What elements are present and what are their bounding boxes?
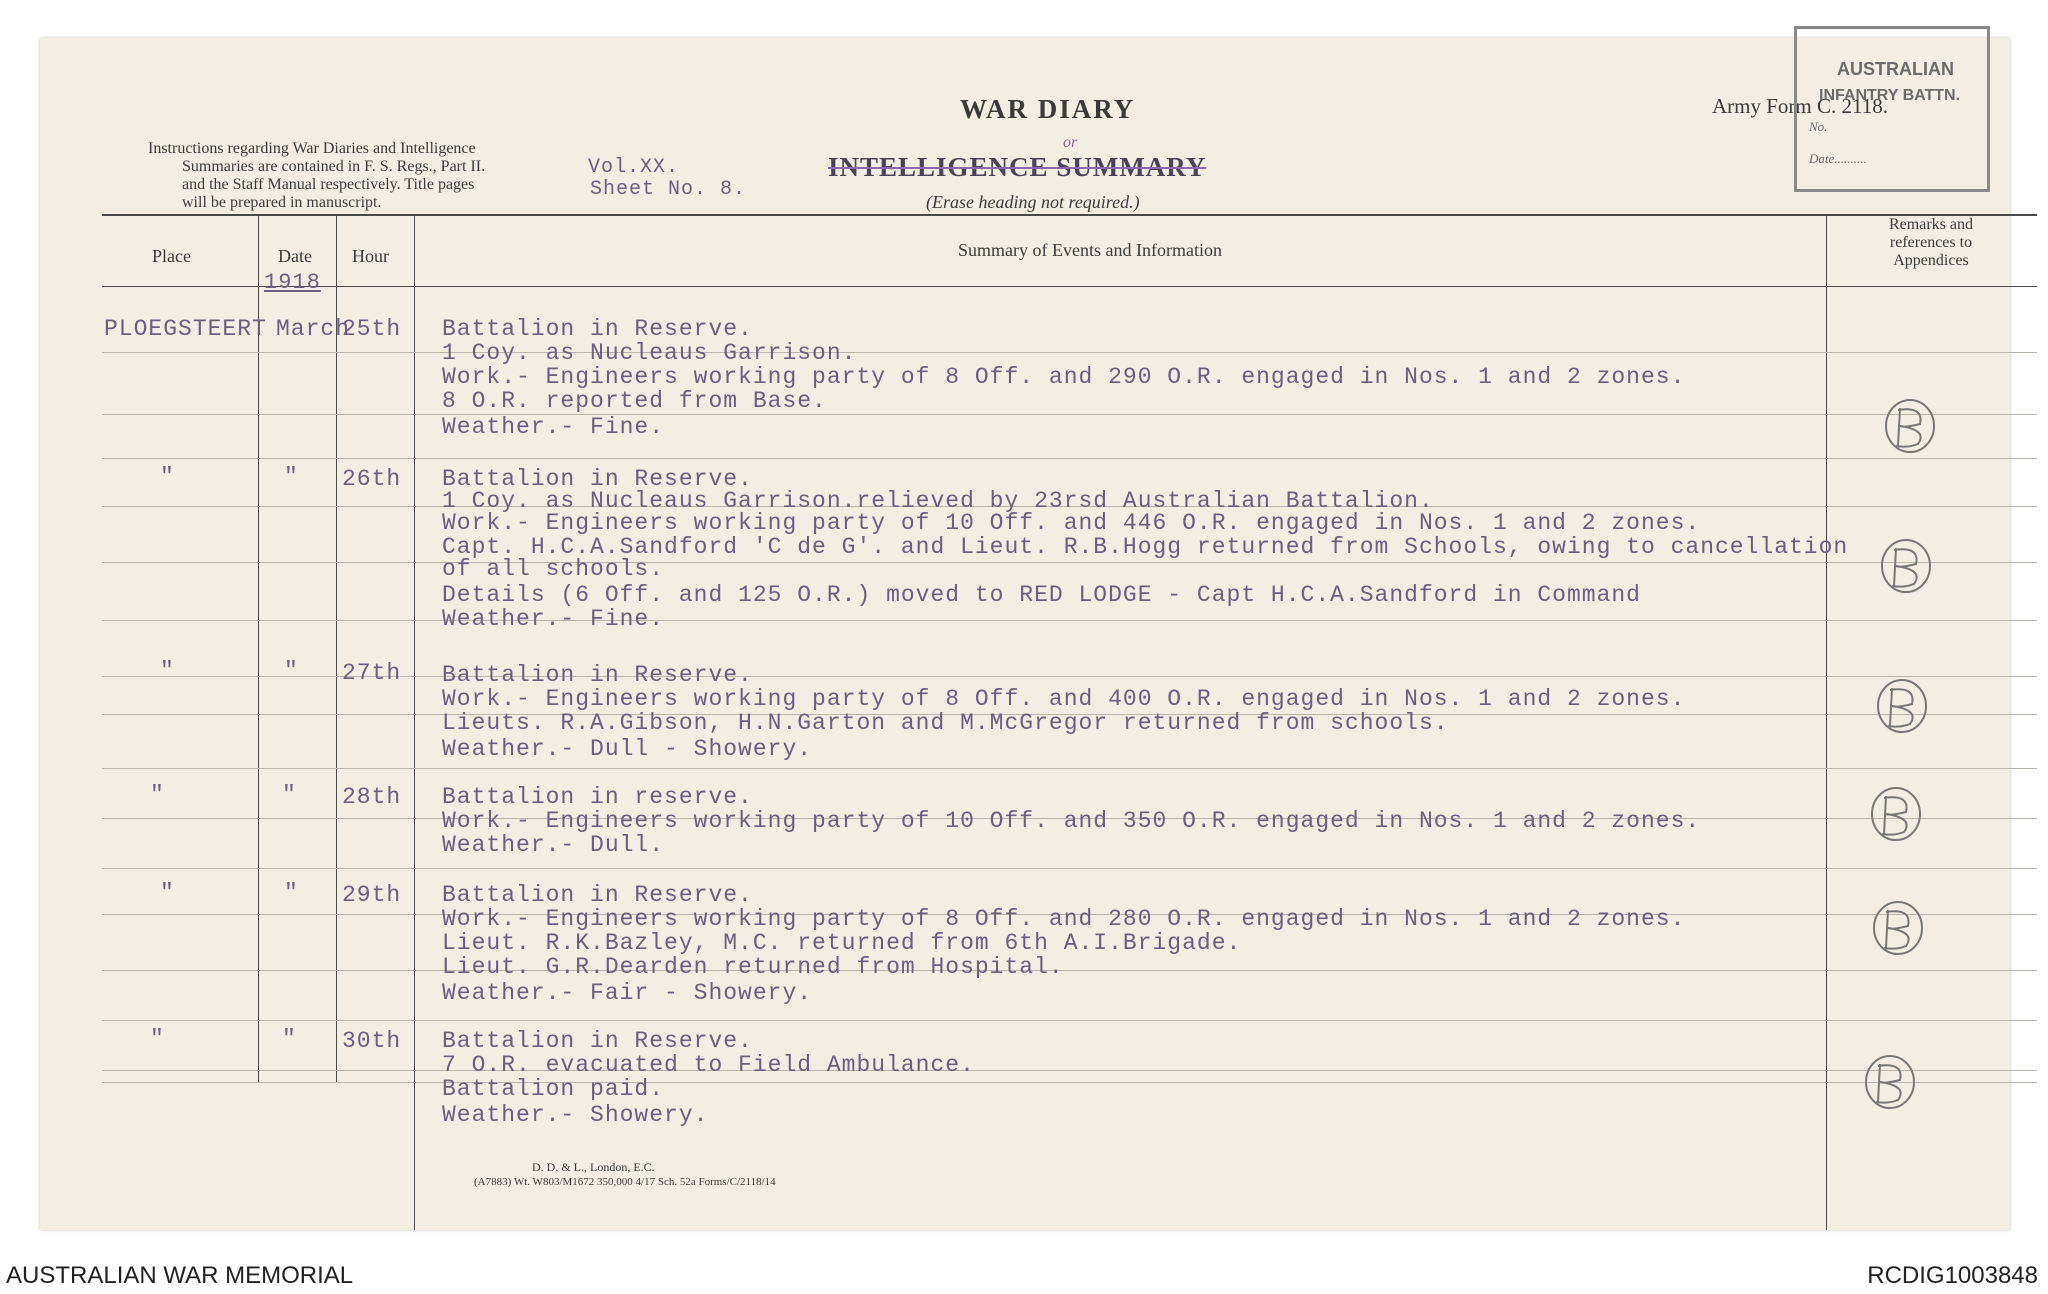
entry-line: 7 O.R. evacuated to Field Ambulance.: [442, 1052, 975, 1078]
header-rule: [102, 286, 2037, 287]
entry-date: ": [284, 880, 299, 906]
col-header-summary: Summary of Events and Information: [958, 240, 1222, 260]
entry-line: Capt. H.C.A.Sandford 'C de G'. and Lieut. R.B.Hogg returned from Schools, owing to cancellation: [442, 534, 1849, 560]
remarks-line: references to: [1889, 234, 1973, 251]
or-word: or: [1063, 134, 1078, 151]
initial-mark-icon: [1860, 778, 1930, 848]
entry-date: March: [276, 316, 351, 342]
ruled-line: [102, 414, 2037, 415]
entry-line: Weather.- Dull.: [442, 832, 665, 858]
instruction-line: Instructions regarding War Diaries and Intelligence: [148, 140, 476, 157]
entry-line: Work.- Engineers working party of 8 Off. and 290 O.R. engaged in Nos. 1 and 2 zones.: [442, 364, 1686, 390]
entry-date: ": [284, 658, 299, 684]
entry-line: 8 O.R. reported from Base.: [442, 388, 827, 414]
col-header-place: Place: [152, 246, 191, 266]
year: 1918: [264, 270, 321, 295]
entry-date: ": [282, 782, 297, 808]
entry-line: Work.- Engineers working party of 10 Off. and 350 O.R. engaged in Nos. 1 and 2 zones.: [442, 808, 1701, 834]
instruction-line: will be prepared in manuscript.: [182, 194, 382, 211]
col-header-hour: Hour: [352, 246, 389, 266]
ruled-line: [102, 620, 2037, 621]
summary-heading: INTELLIGENCE SUMMARY: [828, 152, 1207, 182]
table-top-rule: [102, 214, 2037, 216]
entry-line: Lieuts. R.A.Gibson, H.N.Garton and M.McGregor returned from schools.: [442, 710, 1449, 736]
ruled-line: [102, 1020, 2037, 1021]
entry-line: Weather.- Showery.: [442, 1102, 709, 1128]
entry-line: 1 Coy. as Nucleaus Garrison.relieved by 23rsd Australian Battalion.: [442, 488, 1434, 514]
initial-mark-icon: [1854, 1046, 1924, 1116]
entry-line: Weather.- Dull - Showery.: [442, 736, 813, 762]
diary-title: WAR DIARY: [960, 94, 1136, 124]
ruled-line: [102, 1070, 2037, 1071]
entry-place: ": [160, 464, 175, 490]
stamp-line: AUSTRALIAN: [1837, 59, 1954, 79]
initial-mark-icon: [1874, 390, 1944, 460]
ruled-line: [102, 970, 2037, 971]
entry-line: Battalion in Reserve.: [442, 466, 753, 492]
initial-mark-icon: [1870, 530, 1940, 600]
instruction-line: and the Staff Manual respectively. Title pages: [182, 176, 475, 193]
remarks-line: Appendices: [1893, 252, 1969, 269]
entry-line: Weather.- Fine.: [442, 606, 665, 632]
entry-date: ": [284, 464, 299, 490]
entry-date: ": [282, 1026, 297, 1052]
instruction-line: Summaries are contained in F. S. Regs., Part II.: [182, 158, 486, 175]
entry-line: Battalion in Reserve.: [442, 1028, 753, 1054]
stamp-date-label: Date..........: [1809, 151, 1867, 166]
col-divider: [414, 214, 415, 1230]
entry-place: ": [150, 782, 165, 808]
entry-line: Work.- Engineers working party of 8 Off. and 280 O.R. engaged in Nos. 1 and 2 zones.: [442, 906, 1686, 932]
entry-day: 27th: [342, 660, 402, 686]
entry-line: Weather.- Fair - Showery.: [442, 980, 813, 1006]
col-header-date: Date: [278, 246, 312, 266]
printer-imprint-line1: D. D. & L., London, E.C.: [532, 1160, 655, 1174]
entry-line: Battalion in Reserve.: [442, 882, 753, 908]
entry-place: PLOEGSTEERT: [104, 316, 267, 342]
entry-line: of all schools.: [442, 556, 665, 582]
entry-line: Battalion paid.: [442, 1076, 665, 1102]
stamp-line: INFANTRY BATTN.: [1819, 87, 1961, 104]
initial-mark-icon: [1866, 670, 1936, 740]
entry-line: Details (6 Off. and 125 O.R.) moved to RED LODGE - Capt H.C.A.Sandford in Command: [442, 582, 1641, 608]
entry-line: Lieut. G.R.Dearden returned from Hospital.: [442, 954, 1064, 980]
entry-line: Work.- Engineers working party of 10 Off. and 446 O.R. engaged in Nos. 1 and 2 zones.: [442, 510, 1701, 536]
volume-number: Vol.XX.: [588, 156, 680, 179]
erase-note: (Erase heading not required.): [926, 192, 1140, 212]
col-divider: [258, 214, 259, 1082]
ruled-line: [102, 868, 2037, 869]
entry-place: ": [160, 880, 175, 906]
archive-credit: AUSTRALIAN WAR MEMORIAL: [6, 1262, 354, 1289]
col-divider: [1826, 214, 1827, 1230]
entry-place: ": [160, 658, 175, 684]
entry-line: Battalion in reserve.: [442, 784, 753, 810]
archive-record-id: RCDIG1003848: [1867, 1262, 2038, 1289]
sheet-number: Sheet No. 8.: [590, 178, 747, 201]
entry-day: 29th: [342, 882, 402, 908]
entry-day: 28th: [342, 784, 402, 810]
initial-mark-icon: [1862, 892, 1932, 962]
entry-day: 25th: [342, 316, 402, 342]
entry-line: Battalion in Reserve.: [442, 316, 753, 342]
ruled-line: [102, 768, 2037, 769]
ruled-line: [102, 352, 2037, 353]
col-divider: [336, 214, 337, 1082]
ruled-line: [102, 1082, 2037, 1083]
ruled-line: [102, 562, 2037, 563]
col-header-remarks: [1826, 216, 2036, 270]
diary-sheet: [40, 38, 2010, 1230]
entry-line: Weather.- Fine.: [442, 414, 665, 440]
remarks-line: Remarks and: [1889, 216, 1973, 233]
entry-day: 26th: [342, 466, 402, 492]
ruled-line: [102, 458, 2037, 459]
entry-line: Battalion in Reserve.: [442, 662, 753, 688]
entry-place: ": [150, 1026, 165, 1052]
printer-imprint-line2: (A7883) Wt. W803/M1672 350,000 4/17 Sch. 52a Forms/C/2118/14: [474, 1176, 776, 1188]
entry-line: 1 Coy. as Nucleaus Garrison.: [442, 340, 857, 366]
entry-line: Lieut. R.K.Bazley, M.C. returned from 6th A.I.Brigade.: [442, 930, 1242, 956]
unit-stamp: [1794, 26, 1990, 192]
army-form-number: Army Form C. 2118.: [1712, 94, 1888, 118]
entry-day: 30th: [342, 1028, 402, 1054]
instructions-block: [148, 140, 485, 212]
entry-line: Work.- Engineers working party of 8 Off. and 400 O.R. engaged in Nos. 1 and 2 zones.: [442, 686, 1686, 712]
stamp-no-label: No.: [1809, 119, 1828, 134]
